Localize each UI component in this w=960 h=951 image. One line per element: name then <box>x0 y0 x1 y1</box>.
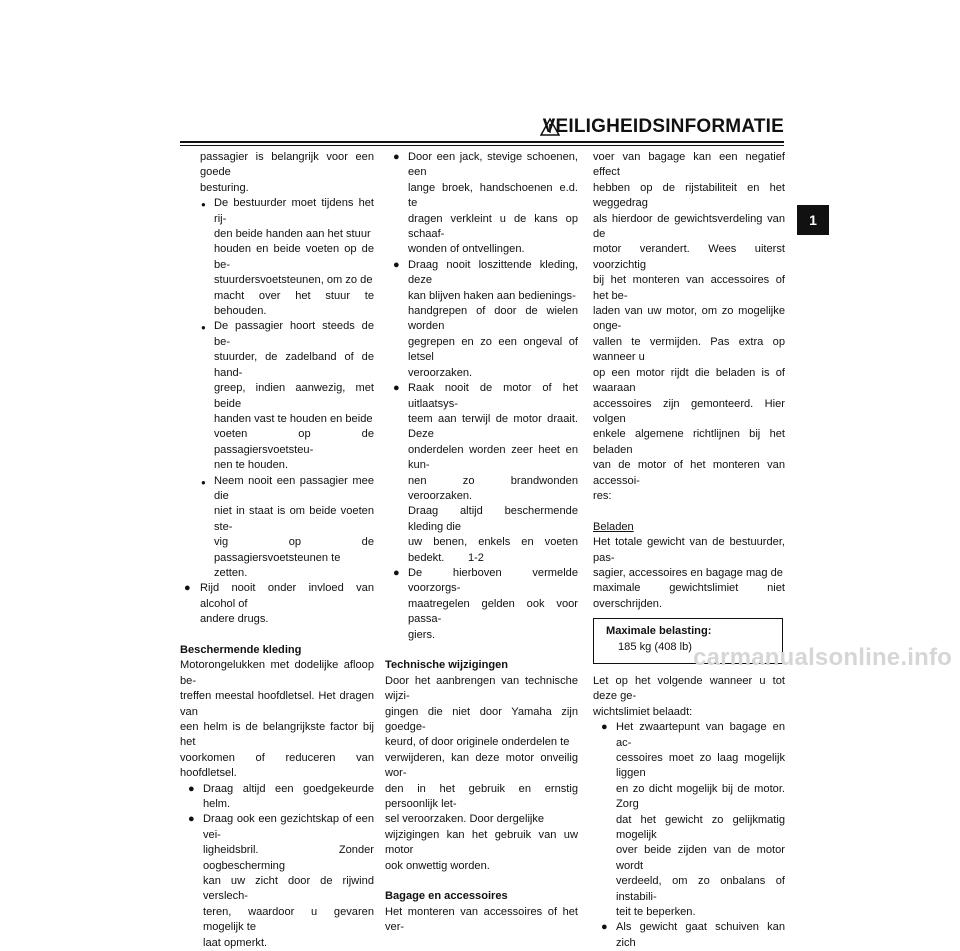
list-item <box>385 381 578 566</box>
text-line: Rijd nooit onder invloed van alcohol of <box>200 582 374 610</box>
text-line: Draag nooit loszittende kleding, deze <box>408 258 578 287</box>
text-line: Door het aanbrengen van technische wijzi- <box>385 674 578 703</box>
header-rule <box>180 141 784 143</box>
text-line: Het totale gewicht van de bestuurder, pas- <box>593 536 785 564</box>
text-line: nen zo brandwonden veroorzaken. <box>408 474 578 502</box>
text-line: laden van uw motor, om zo mogelijke onge- <box>593 305 785 333</box>
paragraph <box>180 658 374 781</box>
text-line: maximale gewichtslimiet niet overschrijden. <box>593 582 785 610</box>
intro-text <box>180 150 374 196</box>
list-item <box>180 319 374 473</box>
bullet-icon: ● <box>393 151 400 163</box>
bullet-icon: ● <box>201 200 206 210</box>
text-line: wijzigingen kan het gebruik van uw motor <box>385 828 578 857</box>
text-line: wichtslimiet belaadt: <box>593 705 693 718</box>
list-item <box>593 720 785 920</box>
text-line: ligheidsbril. Zonder oogbescherming <box>203 844 374 872</box>
text-line: gegrepen en zo een ongeval of letsel <box>408 335 578 364</box>
bullet-icon: ● <box>601 921 608 934</box>
text-line: stuurder, de zadelband of de hand- <box>214 351 374 379</box>
text-line: dat het gewicht zo gelijkmatig mogelijk <box>616 813 785 842</box>
section-heading: Beschermende kleding <box>180 643 302 656</box>
paragraph <box>593 150 785 504</box>
text-line: handen vast te houden en beide <box>214 412 373 425</box>
watermark: carmanualsonline.info <box>693 644 952 671</box>
text-line: uw benen, enkels en voeten bedekt. <box>408 536 578 564</box>
text-line: De hierboven vermelde voorzorgs- <box>408 566 578 595</box>
text-line: Draag ook een gezichtskap of een vei- <box>203 813 374 841</box>
text-line: bij het monteren van accessoires of het be- <box>593 274 785 302</box>
column-1 <box>180 150 374 951</box>
text-line: Als gewicht gaat schuiven kan zich <box>616 921 785 949</box>
chapter-tab: 1 <box>797 205 829 235</box>
text-line: stuurdersvoetsteunen, om zo de <box>214 274 373 287</box>
bullet-icon: ● <box>393 382 400 395</box>
text-line: andere drugs. <box>200 613 269 626</box>
bullet-icon: ● <box>188 782 195 795</box>
text-line: teit te beperken. <box>616 906 696 919</box>
list-item <box>385 150 578 258</box>
text-line: Door een jack, stevige schoenen, een <box>408 151 578 179</box>
text-line: Let op het volgende wanneer u tot deze ge- <box>593 674 785 703</box>
text-line: sagier, accessoires en bagage mag de <box>593 566 783 579</box>
text-line: nen te houden. <box>214 459 289 472</box>
text-line: passagier is belangrijk voor een goede <box>200 151 374 179</box>
text-line: vallen te vermijden. Pas extra op wanneer u <box>593 335 785 364</box>
text-line: gingen die niet door Yamaha zijn goedge- <box>385 705 578 734</box>
text-line: voer van bagage kan een negatief effect <box>593 151 785 179</box>
max-load-title: Maximale belasting: <box>606 625 712 638</box>
text-line: zetten. <box>214 566 248 579</box>
bullet-icon: ● <box>601 721 608 734</box>
text-line: teren, waardoor u gevaren mogelijk te <box>203 905 374 934</box>
list-item <box>180 196 374 319</box>
text-line: treffen meestal hoofdletsel. Het dragen van <box>180 690 374 718</box>
text-line: verdeeld, om zo onbalans of instabili- <box>616 875 785 903</box>
paragraph <box>593 674 785 720</box>
text-line: over beide zijden van de motor wordt <box>616 844 785 872</box>
text-line: hebben op de rijstabiliteit en het weggedrag <box>593 181 785 210</box>
bullet-icon: ● <box>393 566 400 579</box>
text-line: giers. <box>408 628 436 641</box>
text-line: onderdelen worden zeer heet en kun- <box>408 443 578 472</box>
text-line: op een motor rijdt die beladen is of waaraan <box>593 366 785 395</box>
column-3 <box>593 150 785 951</box>
list-item <box>180 581 374 627</box>
text-line: teem aan terwijl de motor draait. Deze <box>408 412 578 441</box>
header-rule-thin <box>180 145 784 146</box>
text-line: laat opmerkt. <box>203 936 268 949</box>
text-line: De passagier hoort steeds de be- <box>214 320 374 348</box>
text-line: enkele algemene richtlijnen bij het beladen <box>593 428 785 456</box>
text-line: en zo dicht mogelijk bij de motor. Zorg <box>616 782 785 811</box>
text-line: Neem nooit een passagier mee die <box>214 474 374 502</box>
text-line: Motorongelukken met dodelijke afloop be- <box>180 659 374 687</box>
text-line: De bestuurder moet tijdens het rij- <box>214 197 374 225</box>
text-line: maatregelen gelden ook voor passa- <box>408 597 578 626</box>
max-load-value: 185 kg (408 lb) <box>618 640 693 653</box>
paragraph <box>593 535 785 612</box>
text-line: motor verandert. Wees uiterst voorzichtig <box>593 243 785 271</box>
bullet-icon: ● <box>184 582 191 595</box>
text-line: handgrepen of door de wielen worden <box>408 305 578 333</box>
text-line: Draag altijd een goedgekeurde helm. <box>203 782 374 811</box>
text-line: Raak nooit de motor of het uitlaatsys- <box>408 382 578 410</box>
bullet-icon: ● <box>201 323 206 333</box>
list-item <box>385 566 578 643</box>
column-2 <box>385 150 578 936</box>
text-line: sel veroorzaken. Door dergelijke <box>385 813 545 826</box>
text-line: ook onwettig worden. <box>385 859 490 872</box>
page-title: VEILIGHEIDSINFORMATIE <box>542 116 784 137</box>
text-line: van de motor of het monteren van accessoi- <box>593 459 785 487</box>
list-item <box>180 474 374 582</box>
text-line: houden en beide voeten op de be- <box>214 243 374 271</box>
text-line: voorkomen of reduceren van hoofdletsel. <box>180 751 374 780</box>
text-line: wonden of ontvellingen. <box>408 243 525 256</box>
bullet-icon: ● <box>393 258 400 271</box>
subheading: Beladen <box>593 520 634 533</box>
text-line: kan uw zicht door de rijwind verslech- <box>203 875 374 903</box>
page-number: 1-2 <box>468 552 484 564</box>
text-line: niet in staat is om beide voeten ste- <box>214 505 374 533</box>
section-heading: Bagage en accessoires <box>385 890 508 903</box>
list-item <box>385 258 578 381</box>
text-line: macht over het stuur te behouden. <box>214 289 374 318</box>
text-line: den beide handen aan het stuur <box>214 228 371 241</box>
paragraph <box>385 674 578 874</box>
text-line: kan blijven haken aan bedienings- <box>408 289 576 302</box>
text-line: besturing. <box>200 181 249 194</box>
text-line: voeten op de passagiersvoetsteu- <box>214 428 374 456</box>
text-line: verwijderen, kan deze motor onveilig wor- <box>385 751 578 780</box>
text-line: keurd, of door originele onderdelen te <box>385 736 570 749</box>
text-line: greep, indien aanwezig, met beide <box>214 382 374 410</box>
list-item <box>180 812 374 951</box>
text-line: res: <box>593 489 612 502</box>
text-line: accessoires zijn gemonteerd. Hier volgen <box>593 397 785 425</box>
text-line: Het zwaartepunt van bagage en ac- <box>616 721 785 749</box>
bullet-icon: ● <box>201 477 206 487</box>
text-line: een helm is de belangrijkste factor bij het <box>180 721 374 749</box>
list-item <box>180 782 374 813</box>
list-item <box>593 920 785 951</box>
text-line: als hierdoor de gewichtsverdeling van de <box>593 212 785 241</box>
text-line: cessoires moet zo laag mogelijk liggen <box>616 752 785 780</box>
text-line: vig op de passagiersvoetsteunen te <box>214 536 374 564</box>
section-heading: Technische wijzigingen <box>385 659 509 672</box>
page-header <box>540 114 784 140</box>
text-line: Draag altijd beschermende kleding die <box>408 505 578 533</box>
text-line: veroorzaken. <box>408 366 473 379</box>
text-line: lange broek, handschoenen e.d. te <box>408 181 578 210</box>
text-line: den in het gebruik en ernstig persoonlijk let- <box>385 782 578 811</box>
text-line: dragen verkleint u de kans op schaaf- <box>408 212 578 241</box>
text-line: Het monteren van accessoires of het ver- <box>385 905 578 934</box>
bullet-icon: ● <box>188 813 195 826</box>
